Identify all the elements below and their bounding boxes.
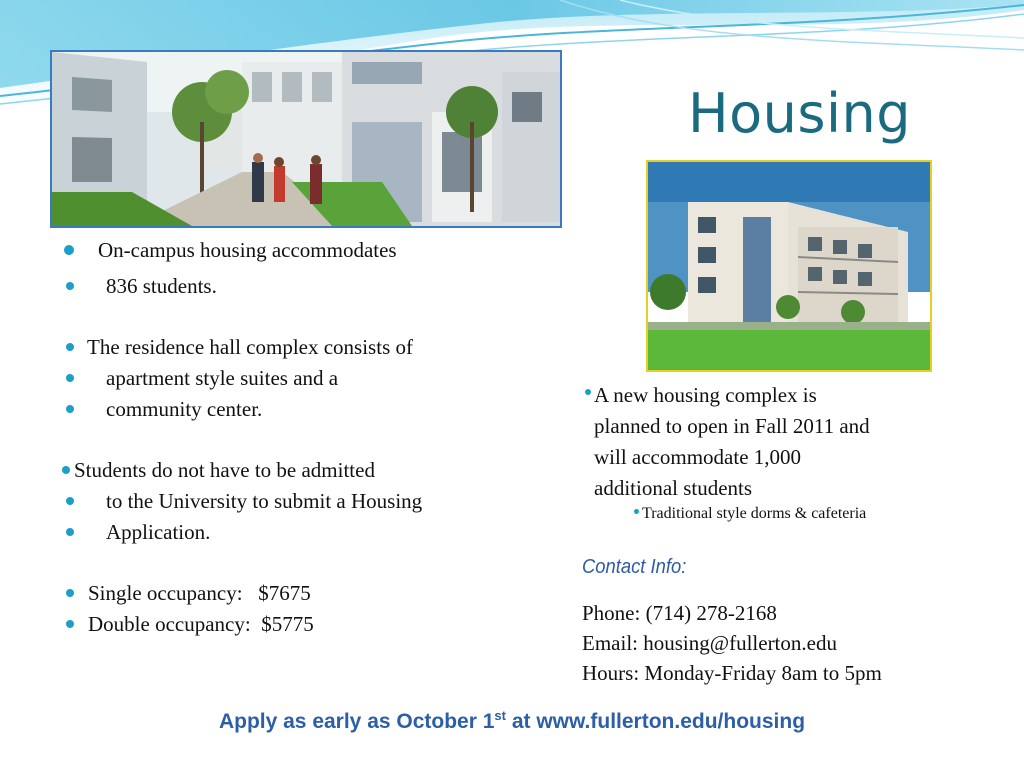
apply-footer: Apply as early as October 1st at www.fullerton.edu/housing xyxy=(218,708,806,733)
bullet-icon xyxy=(66,405,74,413)
contact-phone: Phone: (714) 278-2168 xyxy=(582,601,777,625)
bullet-icon xyxy=(66,528,74,536)
bullet-icon xyxy=(64,245,74,255)
housing-url-link[interactable]: at www.fullerton.edu/housing xyxy=(505,710,806,733)
new-complex-info xyxy=(582,380,1002,522)
list-item: community center. xyxy=(66,397,262,422)
contact-info xyxy=(582,598,882,688)
list-item: to the University to submit a Housing xyxy=(66,489,422,514)
campus-walkway-image xyxy=(52,52,560,226)
slide-title: Housing xyxy=(688,82,912,145)
campus-walkway-photo xyxy=(50,50,562,228)
housing-building-image xyxy=(648,162,930,370)
bullet-icon xyxy=(66,343,74,351)
list-item: Application. xyxy=(66,520,210,545)
sub-bullet: Traditional style dorms & cafeteria xyxy=(634,505,866,523)
bullet-icon xyxy=(62,466,70,474)
bullet-icon xyxy=(66,282,74,290)
list-item: Single occupancy: $7675 xyxy=(66,581,311,606)
list-item: On-campus housing accommodates xyxy=(64,238,397,263)
list-item: apartment style suites and a xyxy=(66,366,338,391)
bullet-icon xyxy=(634,509,639,514)
contact-email[interactable]: Email: housing@fullerton.edu xyxy=(582,631,837,655)
bullet-icon xyxy=(66,374,74,382)
bullet-icon xyxy=(66,589,74,597)
bullet-icon xyxy=(66,497,74,505)
list-item: 836 students. xyxy=(66,274,217,299)
list-item: The residence hall complex consists of xyxy=(66,335,413,360)
bullet-icon xyxy=(66,620,74,628)
list-item: Double occupancy: $5775 xyxy=(66,612,314,637)
list-item: Students do not have to be admitted xyxy=(62,458,375,483)
contact-hours: Hours: Monday-Friday 8am to 5pm xyxy=(582,661,882,685)
new-complex-bullet: A new housing complex is planned to open in Fall 2011 and will accommodate 1,000 additional students xyxy=(582,380,1002,504)
new-housing-building-photo xyxy=(646,160,932,372)
contact-heading: Contact Info: xyxy=(582,556,687,578)
